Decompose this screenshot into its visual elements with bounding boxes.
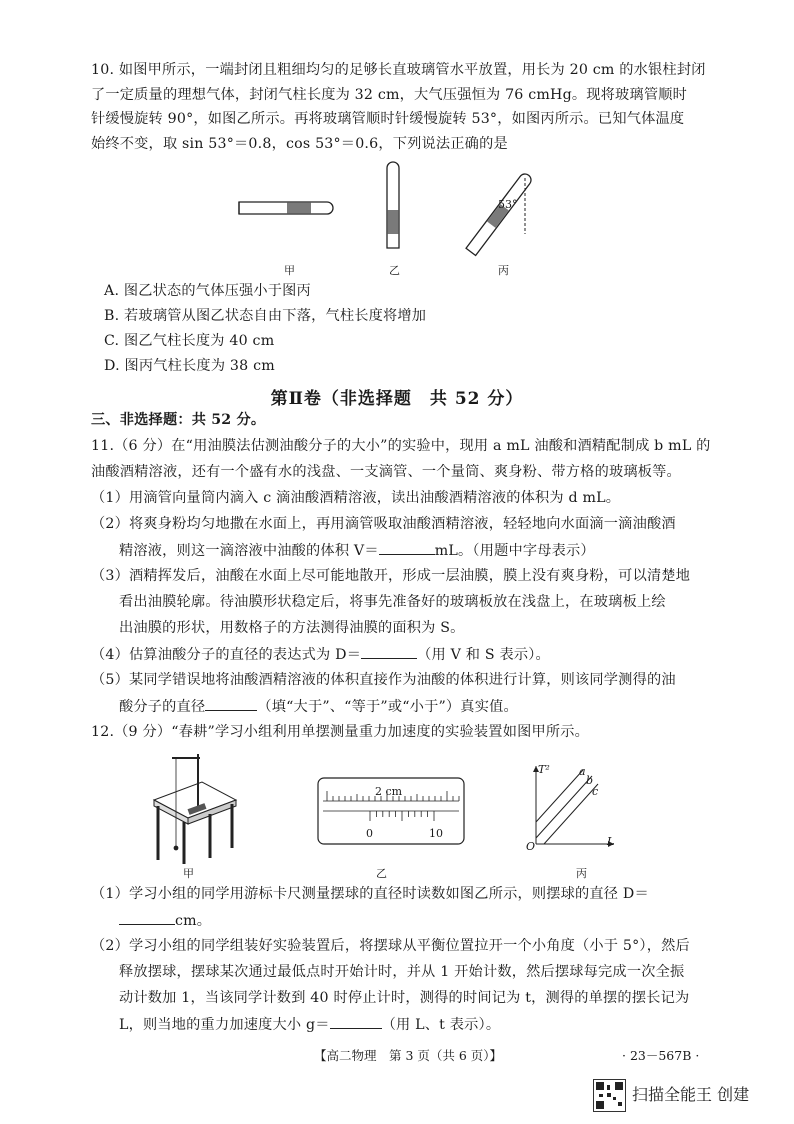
section-2-title: 第Ⅱ卷（非选择题 共 52 分） [270, 389, 524, 409]
mercury-column [287, 203, 311, 214]
q12-line-7 [119, 1014, 500, 1035]
option-c: C. 图乙气柱长度为 40 cm [104, 333, 275, 349]
q11-line-5-tail: mL。（用题中字母表示） [434, 543, 595, 559]
q10-line-1: 10. 如图甲所示，一端封闭且粗细均匀的足够长直玻璃管水平放置，用长为 20 cm 的水银柱封闭 [91, 62, 706, 78]
tube-tilted-figure [445, 172, 545, 252]
q12-line-3 [119, 910, 211, 931]
tube-horizontal-figure [235, 196, 335, 220]
option-d: D. 图丙气柱长度为 38 cm [104, 358, 275, 374]
q11-line-11-tail: （填“大于”、“等于”或“小于”）真实值。 [257, 699, 518, 715]
q10-line-3: 针缓慢旋转 90°，如图乙所示。再将玻璃管顺时针缓慢旋转 53°，如图丙所示。已知气体温度 [91, 111, 685, 127]
answer-blank-compare[interactable] [205, 696, 257, 711]
q12-line-2: （1）学习小组的同学用游标卡尺测量摆球的直径时读数如图乙所示，则摆球的直径 D＝ [91, 886, 649, 902]
q11-line-11-text: 酸分子的直径 [119, 699, 206, 715]
option-a: A. 图乙状态的气体压强小于图丙 [104, 283, 311, 299]
q12-line-6: 动计数加 1，当该同学计数到 40 时停止计时，测得的时间记为 t，测得的单摆的摆长记为 [119, 990, 690, 1006]
page-footer: 【高二物理 第 3 页（共 6 页）】 [314, 1048, 503, 1063]
q11-line-8: 出油膜的形状，用数格子的方法测得油膜的面积为 S。 [119, 620, 465, 636]
q12-line-3-tail: cm。 [175, 913, 212, 929]
graph-x-label: L [607, 835, 615, 848]
graph-line-c [544, 784, 598, 844]
q11-line-5 [119, 540, 595, 561]
graph-line-b-label: b [586, 774, 594, 787]
answer-blank-diameter[interactable] [361, 644, 417, 659]
answer-blank-volume[interactable] [379, 540, 435, 555]
scanner-watermark: 扫描全能王 创建 [632, 1085, 750, 1104]
paper-code: · 23－567B · [622, 1048, 700, 1063]
graph-line-c-label: c [592, 785, 599, 798]
fig-label-jia: 甲 [284, 264, 295, 277]
fig-label-yi-2: 乙 [376, 867, 387, 880]
q10-line-4: 始终不变，取 sin 53°＝0.8，cos 53°＝0.6，下列说法正确的是 [91, 136, 508, 152]
q11-line-3: （1）用滴管向量筒内滴入 c 滴油酸酒精溶液，读出油酸酒精溶液的体积为 d mL。 [91, 490, 621, 506]
caliper-scale-0: 0 [366, 827, 373, 840]
q11-line-9-text: （4）估算油酸分子的直径的表达式为 D＝ [91, 647, 362, 663]
caliper-scale-10: 10 [429, 827, 443, 840]
mercury-column [388, 210, 399, 234]
option-b: B. 若玻璃管从图乙状态自由下落，气柱长度将增加 [104, 308, 427, 324]
fig-label-bing-2: 丙 [576, 867, 587, 880]
q12-line-1: 12.（9 分）“春耕”学习小组利用单摆测量重力加速度的实验装置如图甲所示。 [91, 724, 590, 740]
q11-line-9 [91, 644, 550, 665]
q11-line-10: （5）某同学错误地将油酸酒精溶液的体积直接作为油酸的体积进行计算，则该同学测得的油 [91, 672, 676, 688]
fig-label-bing: 丙 [498, 264, 509, 277]
q11-line-2: 油酸酒精溶液，还有一个盛有水的浅盘、一支滴管、一个量筒、爽身粉、带方格的玻璃板等。 [91, 464, 681, 480]
answer-blank-g[interactable] [330, 1014, 382, 1029]
graph-line-a-label: a [579, 765, 586, 778]
graph-origin-label: O [526, 840, 536, 853]
q11-line-1: 11.（6 分）在“用油膜法估测油酸分子的大小”的实验中，现用 a mL 油酸和酒精配制成 b mL 的 [91, 438, 711, 454]
q11-line-9-tail: （用 V 和 S 表示）。 [417, 647, 550, 663]
q12-line-5: 释放摆球，摆球某次通过最低点时开始计时，并从 1 开始计数，然后摆球每完成一次全振 [119, 964, 685, 980]
caliper-unit-label: 2 cm [375, 785, 403, 798]
q11-line-6: （3）酒精挥发后，油酸在水面上尽可能地散开，形成一层油膜，膜上没有爽身粉，可以清楚地 [91, 568, 691, 584]
q11-line-4: （2）将爽身粉均匀地撒在水面上，再用滴管吸取油酸酒精溶液，轻轻地向水面滴一滴油酸酒 [91, 516, 676, 532]
graph-line-a [536, 770, 583, 822]
q12-line-7-tail: （用 L、t 表示）。 [381, 1017, 501, 1033]
q11-line-5-text: 精溶液，则这一滴溶液中油酸的体积 V＝ [119, 543, 379, 559]
angle-label: 53° [498, 198, 518, 211]
graph-y-label: T² [538, 763, 550, 776]
tube-vertical-figure [381, 160, 405, 252]
graph-line-b [536, 776, 592, 838]
q12-line-7-text: L，则当地的重力加速度大小 g＝ [119, 1017, 330, 1033]
q12-line-4: （2）学习小组的同学组装好实验装置后，将摆球从平衡位置拉开一个小角度（小于 5°），然后 [91, 938, 690, 954]
fig-label-yi: 乙 [389, 264, 400, 277]
q11-line-7: 看出油膜轮廓。待油膜形状稳定后，将事先准备好的玻璃板放在浅盘上，在玻璃板上绘 [119, 594, 666, 610]
q10-line-2: 了一定质量的理想气体，封闭气柱长度为 32 cm，大气压强恒为 76 cmHg。现将玻璃管顺时 [91, 87, 687, 103]
section-3-heading: 三、非选择题：共 52 分。 [91, 412, 266, 428]
pendulum-apparatus-figure [150, 752, 240, 864]
q11-line-11 [119, 696, 518, 717]
qr-code-icon [593, 1079, 626, 1112]
fig-label-jia-2: 甲 [183, 867, 194, 880]
answer-blank-d[interactable] [119, 910, 175, 925]
